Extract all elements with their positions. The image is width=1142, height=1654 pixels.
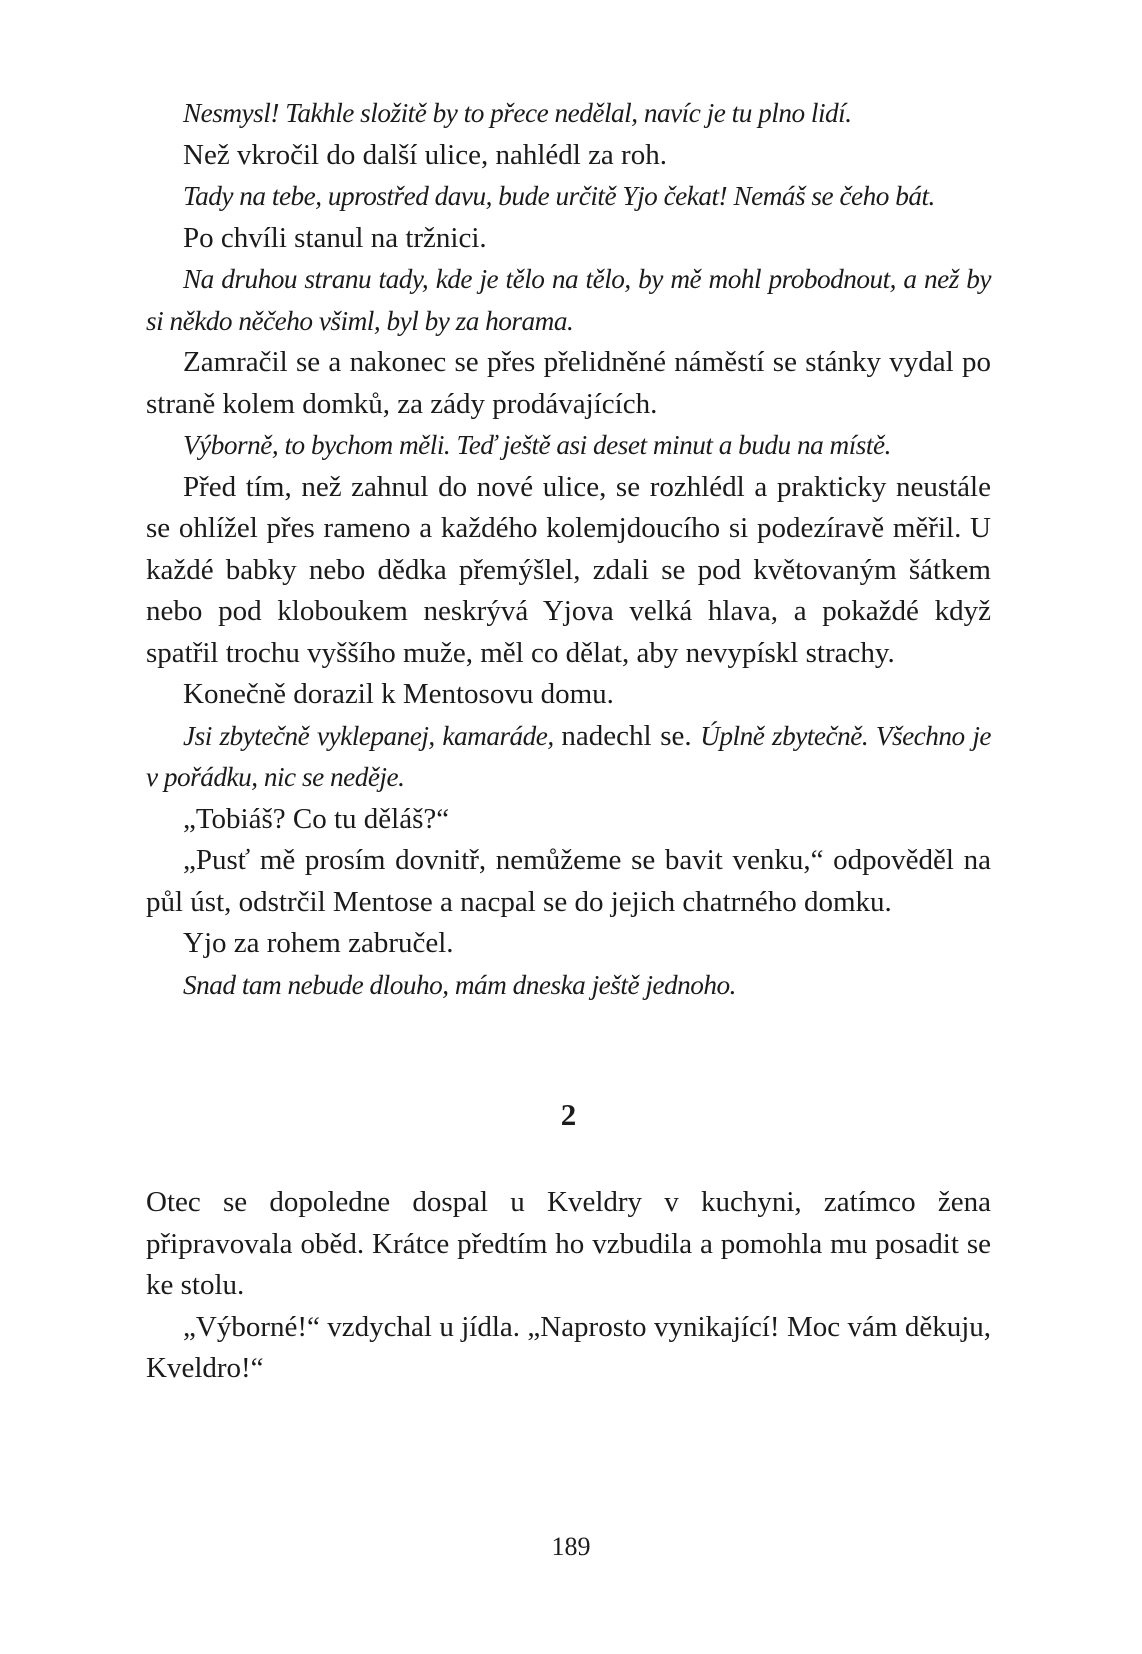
text-run: Po chvíli stanul na tržnici.: [183, 221, 487, 254]
page-number: 189: [551, 1532, 591, 1561]
body-text: [146, 93, 991, 1390]
paragraph: [146, 467, 991, 675]
text-run: „Pusť mě prosím dovnitř, nemůžeme se bavit venku,“ odpověděl na půl úst, odstrčil Mentose a nacpal se do jejich chatrného domku.: [146, 844, 991, 918]
paragraph: [146, 799, 991, 841]
paragraph: [146, 674, 991, 716]
paragraph: [146, 965, 991, 1007]
paragraph: [146, 1307, 991, 1390]
paragraph: [146, 218, 991, 260]
section-1-text: [146, 93, 991, 1006]
text-run: nadechl se.: [561, 719, 701, 752]
text-run: Yjo za rohem zabručel.: [183, 927, 454, 959]
paragraph: [146, 176, 991, 218]
paragraph: [146, 425, 991, 467]
text-run: „Tobiáš? Co tu děláš?“: [183, 802, 450, 835]
section-number: 2: [560, 1097, 577, 1132]
paragraph: [146, 93, 991, 135]
paragraph: [146, 259, 991, 342]
text-run-italic: Snad tam nebude dlouho, mám dneska ještě jednoho.: [183, 969, 736, 1000]
text-run: Před tím, než zahnul do nové ulice, se rozhlédl a prakticky neustále se ohlížel přes rameno a každého kolemjdoucího si podezíravě měřil. U každé babky nebo dědka přemýšlel, zdali se pod květovaným šátkem nebo pod kloboukem neskrývá Yjova velká hlava, a pokaždé když spatřil trochu vyššího muže, měl co dělat, aby nevypískl strachy.: [146, 470, 991, 669]
text-run-italic: Jsi zbytečně vyklepanej, kamaráde,: [183, 720, 562, 751]
paragraph: [146, 716, 991, 799]
paragraph: [146, 1182, 991, 1307]
text-run-italic: Nesmysl! Takhle složitě by to přece nedělal, navíc je tu plno lidí.: [183, 98, 852, 128]
text-run: „Výborné!“ vzdychal u jídla. „Naprosto vynikající! Moc vám děkuju, Kveldro!“: [146, 1310, 991, 1384]
text-run-italic: Výborně, to bychom měli. Teď ještě asi deset minut a budu na místě.: [183, 430, 891, 460]
text-run-italic: Na druhou stranu tady, kde je tělo na tělo, by mě mohl probodnout, a než by si někdo něčeho všiml, byl by za horama.: [146, 264, 991, 336]
paragraph: [146, 135, 991, 177]
text-run-italic: Tady na tebe, uprostřed davu, bude určitě Yjo čekat! Nemáš se čeho bát.: [183, 181, 935, 211]
paragraph: [146, 342, 991, 425]
text-run: Zamračil se a nakonec se přes přelidněné náměstí se stánky vydal po straně kolem domků, za zády prodávajících.: [146, 346, 991, 420]
text-run: Než vkročil do další ulice, nahlédl za roh.: [183, 138, 667, 171]
paragraph: [146, 923, 991, 965]
section-2-text: [146, 1182, 991, 1390]
text-run: Otec se dopoledne dospal u Kveldry v kuchyni, zatímco žena připravovala oběd. Krátce předtím ho vzbudila a pomohla mu posadit se ke stolu.: [146, 1186, 991, 1301]
paragraph: [146, 840, 991, 923]
text-run-italic: Úplně zbytečně. Všechno je v pořádku, nic se neděje.: [146, 720, 991, 792]
text-run: Konečně dorazil k Mentosovu domu.: [183, 678, 614, 710]
